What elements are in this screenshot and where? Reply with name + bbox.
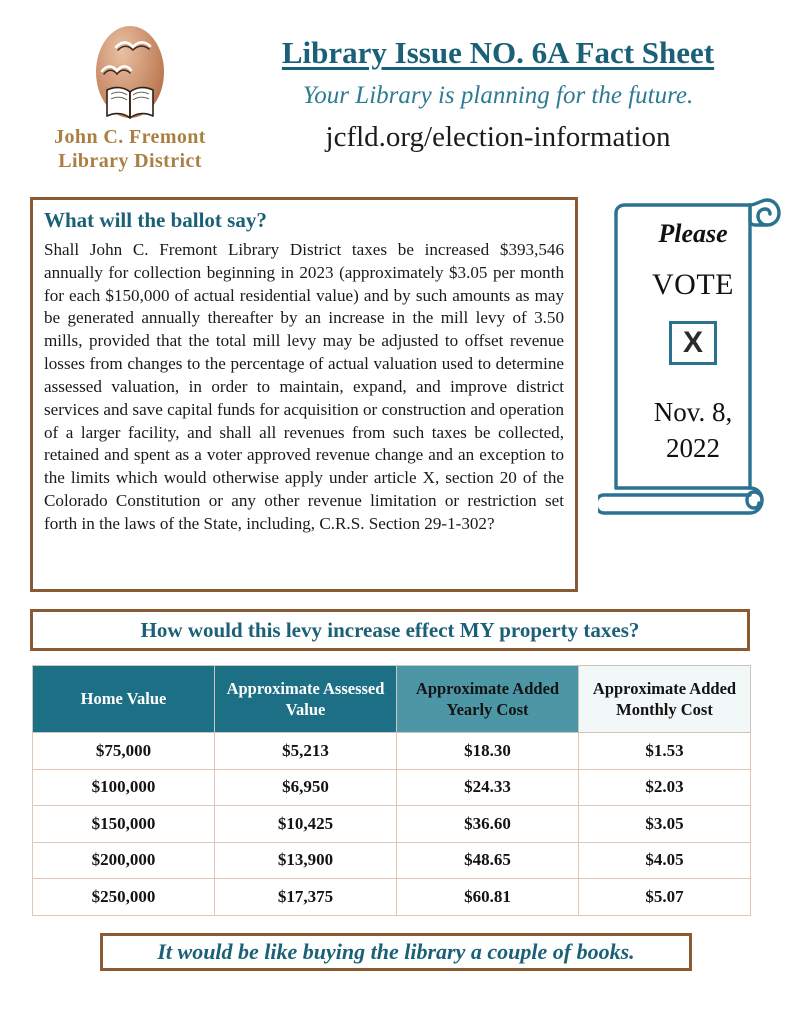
levy-question-text: How would this levy increase effect MY property taxes? [140,617,640,642]
cell-yearly-cost: $36.60 [397,806,579,843]
column-header-home-value: Home Value [33,666,215,733]
checkmark-x-icon: X [682,326,703,359]
cell-monthly-cost: $4.05 [579,842,751,879]
cell-home-value: $100,000 [33,769,215,806]
cell-home-value: $150,000 [33,806,215,843]
footer-tagline-banner [100,933,692,971]
property-tax-impact-table [32,665,751,916]
table-row [33,879,751,916]
cell-monthly-cost: $5.07 [579,879,751,916]
levy-question-banner [30,609,750,651]
table-row [33,806,751,843]
ballot-language-panel [30,197,578,592]
logo-name-line-1: John C. Fremont [54,126,206,148]
cell-yearly-cost: $24.33 [397,769,579,806]
library-bird-book-logo-icon [88,26,172,122]
election-date-line-2: 2022 [666,432,720,463]
cell-home-value: $200,000 [33,842,215,879]
table-header-row [33,666,751,733]
election-date-line-1: Nov. 8, [653,397,733,427]
page-subtitle: Your Library is planning for the future. [302,82,694,110]
vote-word-label: VOTE [652,268,734,301]
vote-reminder-scroll [598,197,788,522]
page-header [0,0,791,196]
cell-assessed-value: $13,900 [215,842,397,879]
ballot-panel-heading: What will the ballot say? [44,208,267,232]
column-header-assessed-value: Approximate Assessed Value [215,666,397,733]
cell-assessed-value: $6,950 [215,769,397,806]
table-row [33,842,751,879]
cell-home-value: $75,000 [33,733,215,770]
footer-tagline-text: It would be like buying the library a couple of books. [157,939,635,964]
cell-monthly-cost: $2.03 [579,769,751,806]
column-header-added-yearly-cost: Approximate Added Yearly Cost [397,666,579,733]
cell-assessed-value: $10,425 [215,806,397,843]
vote-please-label: Please [658,219,728,248]
title-block [228,36,768,154]
ballot-question-text: Shall John C. Fremont Library District taxes be increased $393,546 annually for collection beginning in 2023 (approximately $3.05 per month for each $150,000 of actual residential value) and by such amounts as may be generated annually thereafter by an increase in the mill levy of 3.50 mills, provided that the total mill levy may be adjusted to offset revenue losses from changes to the percentage of actual valuation used to determine assessed valuation, in order to maintain, expand, and improve district services and save capital funds for acquisition or construction and operation of a larger facility, and shall all revenues from such taxes be collected, retained and spent as a voter approved revenue change and an exception to the limits which would otherwise apply under article X, section 20 of the Colorado Constitution or any other revenue limitation or restriction set forth in the laws of the State, including, C.R.S. Section 29-1-302? [44,240,564,533]
cell-yearly-cost: $48.65 [397,842,579,879]
logo-name-line-2: Library District [58,149,202,172]
organization-logo-block [32,26,228,173]
cell-yearly-cost: $18.30 [397,733,579,770]
cell-assessed-value: $17,375 [215,879,397,916]
cell-yearly-cost: $60.81 [397,879,579,916]
cell-assessed-value: $5,213 [215,733,397,770]
cell-home-value: $250,000 [33,879,215,916]
cell-monthly-cost: $3.05 [579,806,751,843]
vote-checkbox[interactable] [669,321,717,365]
page-title: Library Issue NO. 6A Fact Sheet [281,35,715,70]
cell-monthly-cost: $1.53 [579,733,751,770]
election-information-url[interactable]: jcfld.org/election-information [325,121,671,154]
table-row [33,733,751,770]
column-header-added-monthly-cost: Approximate Added Monthly Cost [579,666,751,733]
table-row [33,769,751,806]
